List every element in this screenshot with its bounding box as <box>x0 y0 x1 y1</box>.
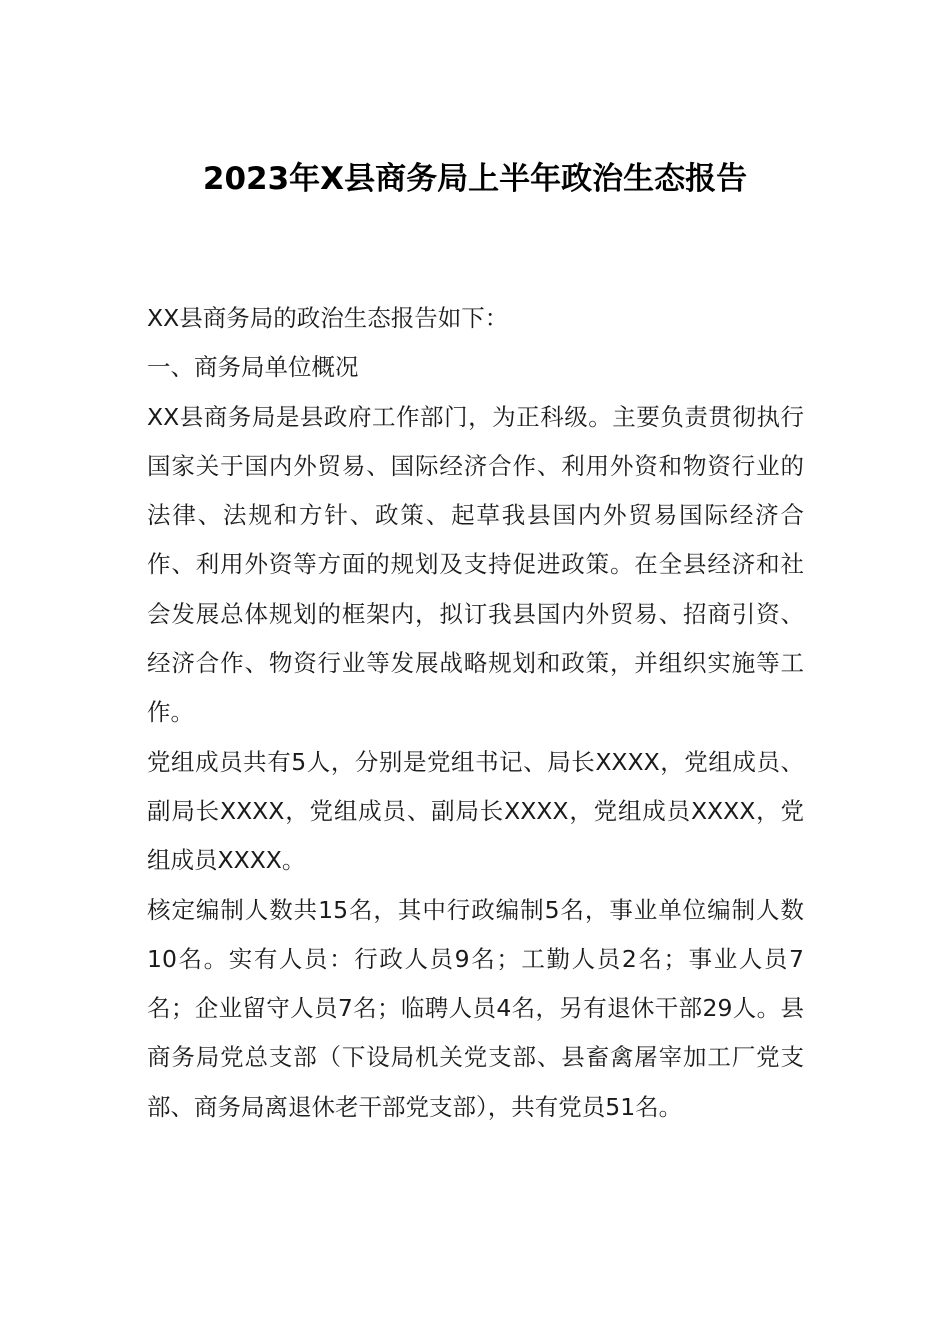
paragraph-intro: XX县商务局的政治生态报告如下： <box>147 304 509 332</box>
document-title: 2023年X县商务局上半年政治生态报告 <box>202 161 748 197</box>
paragraph-party-members: 党组成员共有5人，分别是党组书记、局长XXXX，党组成员、副局长XXXX，党组成员、副局长XXXX，党组成员XXXX，党组成员XXXX。 <box>147 747 804 875</box>
paragraph-overview: XX县商务局是县政府工作部门，为正科级。主要负责贯彻执行国家关于国内外贸易、国际经济合作、利用外资和物资行业的法律、法规和方针、政策、起草我县国内外贸易国际经济合作、利用外资等方面的规划及支持促进政策。在全县经济和社会发展总体规划的框架内，拟订我县国内外贸易、招商引资、经济合作、物资行业等发展战略规划和政策，并组织实施等工作。 <box>147 402 804 727</box>
paragraph-staffing: 核定编制人数共15名，其中行政编制5名，事业单位编制人数10名。实有人员：行政人员9名；工勤人员2名；事业人员7名；企业留守人员7名；临聘人员4名，另有退休干部29人。县商务局党总支部（下设局机关党支部、县畜禽屠宰加工厂党支部、商务局离退休老干部党支部），共有党员51名。 <box>147 895 804 1121</box>
section-heading: 一、商务局单位概况 <box>147 353 359 382</box>
document-body <box>147 294 804 1132</box>
